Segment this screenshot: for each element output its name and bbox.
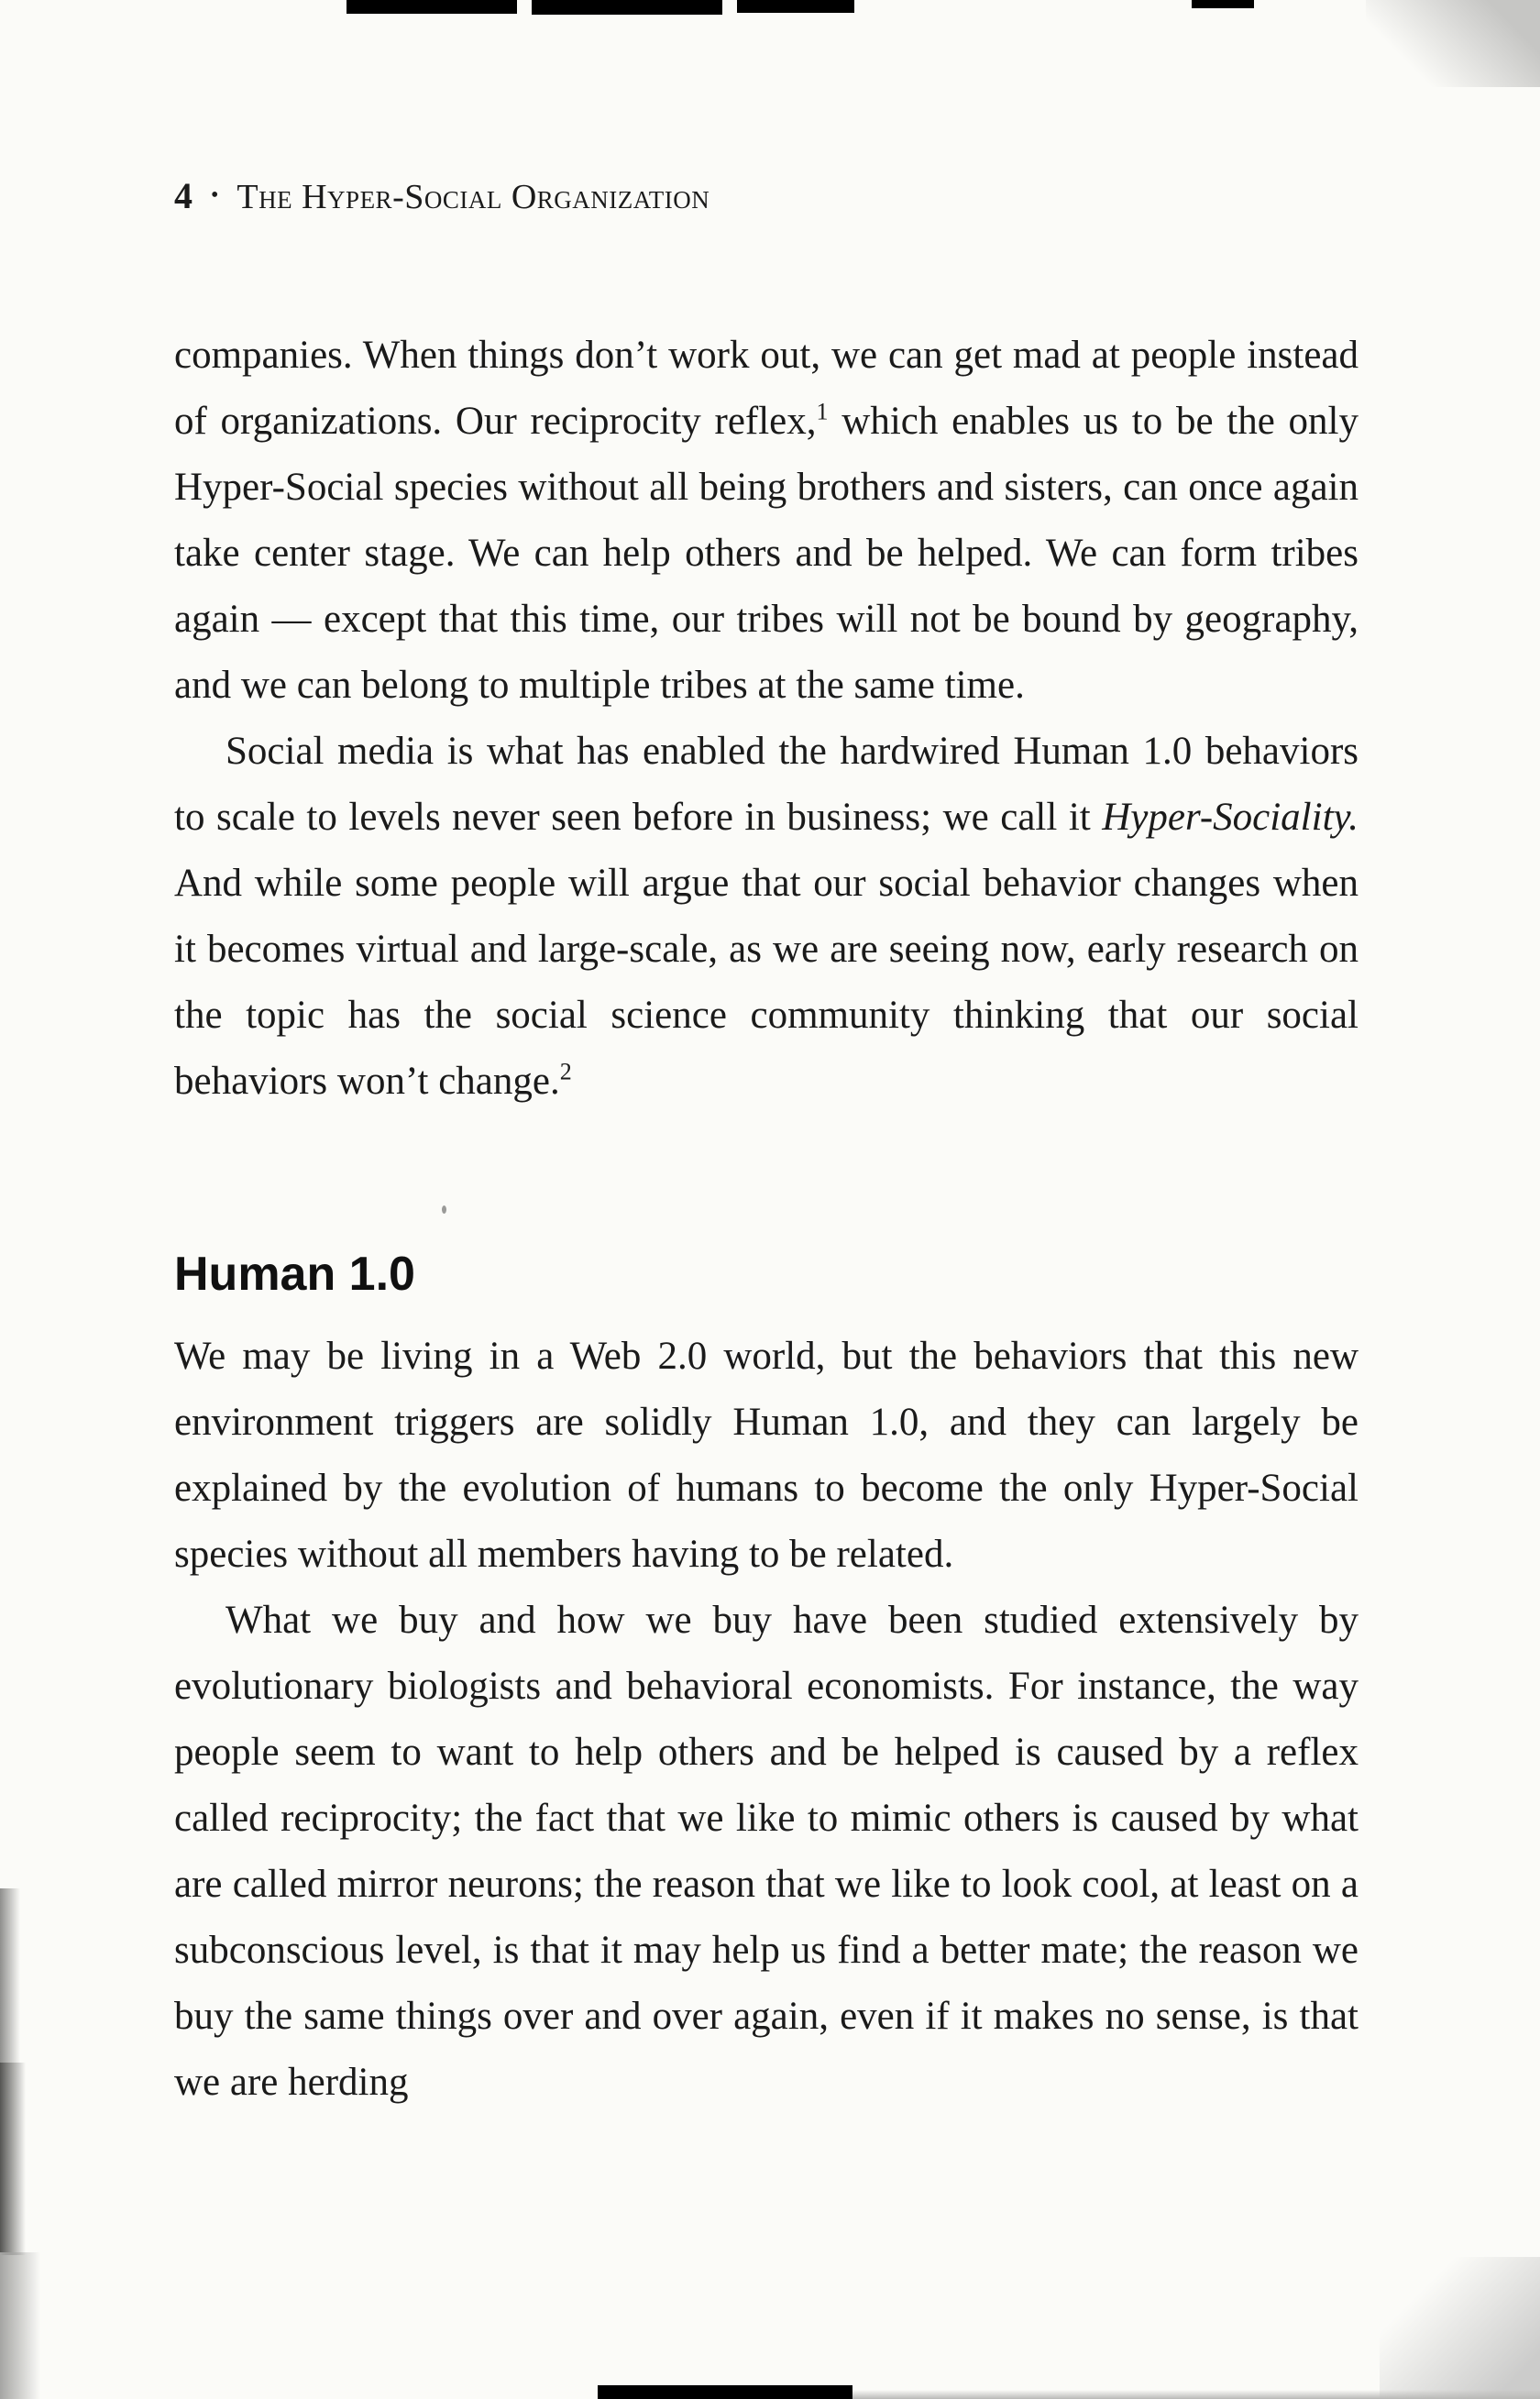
running-head — [174, 174, 710, 217]
scan-shadow-bottom-left — [0, 2252, 40, 2399]
scan-artifact-top-2 — [532, 0, 722, 15]
scan-speck — [442, 1205, 446, 1214]
bullet-separator-icon: • — [211, 183, 219, 207]
paragraph-2-text-cont: And while some people will argue that our social behavior changes when it becomes virtual and large-scale, as we are seeing now, early research on the topic has the social science community thinking that our social behaviors won’t change. — [174, 862, 1358, 1103]
scan-artifact-top-3 — [737, 0, 854, 13]
paragraph-4: What we buy and how we buy have been studied extensively by evolutionary biologists and behavioral economists. For instance, the way people seem to want to help others and be helped is caused by a reflex called reciprocity; the fact that we like to mimic others is caused by what are called mirror neurons; the reason that we like to look cool, at least on a subconscious level, is that it may help us find a better mate; the reason we buy the same things over and over again, even if it makes no sense, is that we are herding — [174, 1599, 1358, 2104]
body-text — [174, 323, 1358, 2116]
scan-shadow-bottom-edge — [852, 2390, 1540, 2399]
paragraph-1-text: companies. When things don’t work out, we can get mad at people instead of organizations. Our reciprocity reflex, — [174, 334, 1358, 443]
footnote-ref-1: 1 — [816, 398, 829, 425]
paragraph-3: We may be living in a Web 2.0 world, but the behaviors that this new environment triggers are solidly Human 1.0, and they can largely be explained by the evolution of humans to become the only Hyper-Social species without all members having to be related. — [174, 1335, 1358, 1576]
paragraph-2-text: Social media is what has enabled the hardwired Human 1.0 behaviors to scale to levels never seen before in business; we call it — [174, 730, 1358, 839]
paragraph-1-text-cont: which enables us to be the only Hyper-Social species without all being brothers and sisters, can once again take center stage. We can help others and be helped. We can form tribes again — except that this time, our tribes will not be bound by geography, and we can belong to multiple tribes at the same time. — [174, 400, 1358, 707]
italic-term: Hyper-Sociality. — [1102, 796, 1358, 839]
scan-artifact-top-1 — [346, 0, 517, 14]
scan-shadow-bottom-right — [1380, 2257, 1540, 2399]
scan-shadow-top-right — [1366, 0, 1540, 87]
footnote-ref-2: 2 — [559, 1058, 572, 1085]
paragraph-2 — [174, 719, 1358, 1115]
scan-artifact-top-4 — [1192, 0, 1254, 8]
paragraph-1 — [174, 323, 1358, 719]
running-head-title: The Hyper-Social Organization — [236, 178, 710, 216]
scan-artifact-bottom — [598, 2385, 852, 2399]
page-number: 4 — [174, 175, 192, 216]
scan-shadow-left-upper — [0, 1888, 20, 2063]
section-heading: Human 1.0 — [174, 1248, 415, 1301]
scan-shadow-left-lower — [0, 2063, 26, 2255]
